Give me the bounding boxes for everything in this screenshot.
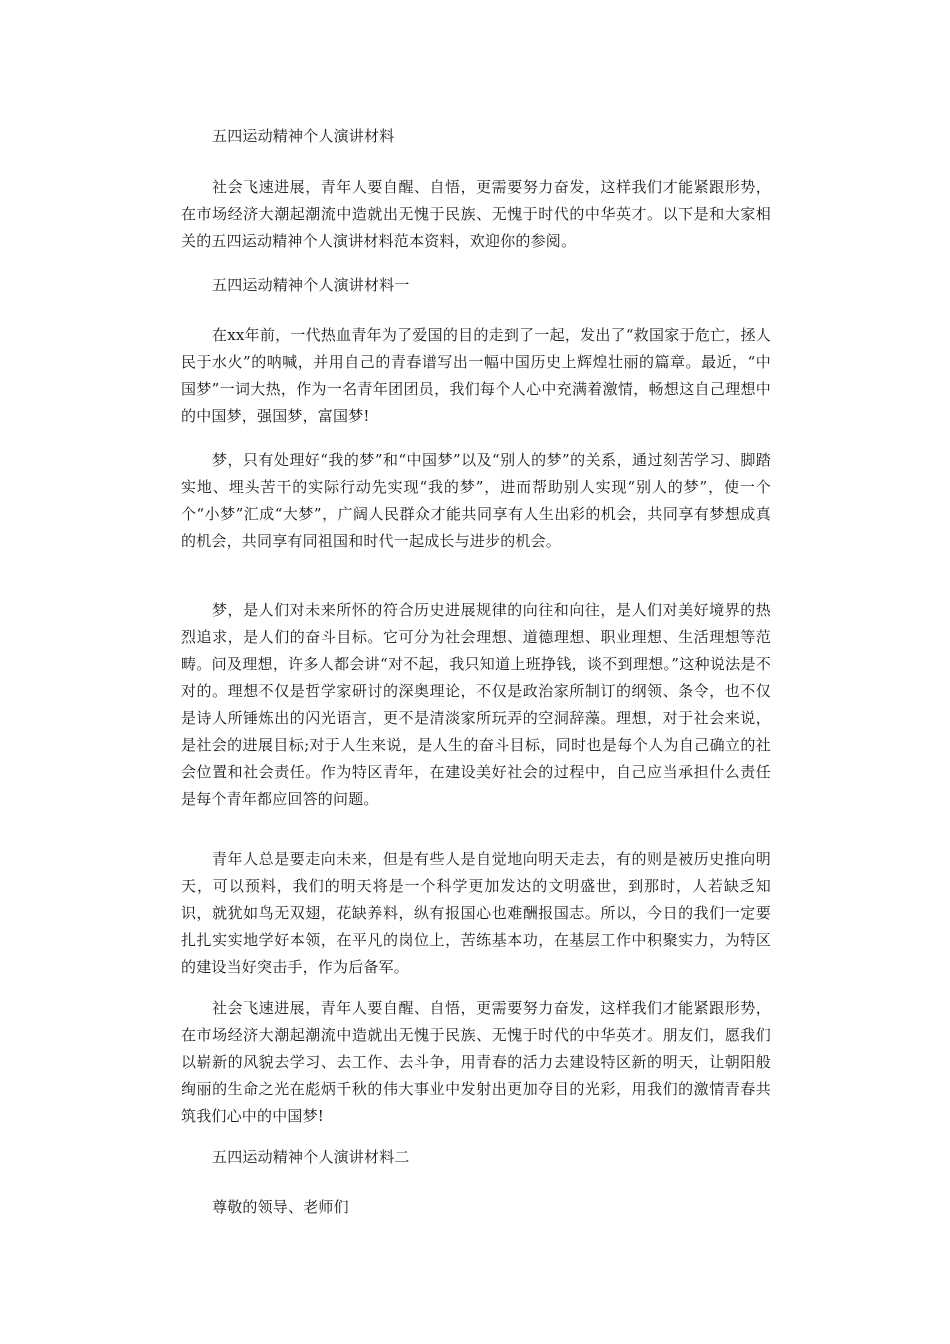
section1-paragraph-1: 在xx年前，一代热血青年为了爱国的目的走到了一起，发出了“救国家于危亡，拯人民于水火”的呐喊，并用自己的青春谱写出一幅中国历史上辉煌壮丽的篇章。最近，“中国梦”一词大热，作为一名青年团团员，我们每个人心中充满着激情，畅想这自己理想中的中国梦，强国梦，富国梦! (181, 326, 771, 425)
section1-paragraph-5: 社会飞速进展，青年人要自醒、自悟，更需要努力奋发，这样我们才能紧跟形势，在市场经济大潮起潮流中造就出无愧于民族、无愧于时代的中华英才。朋友们，愿我们以崭新的风貌去学习、去工作、去斗争，用青春的活力去建设特区新的明天，让朝阳般绚丽的生命之光在彪炳千秋的伟大事业中发射出更加夺目的光彩，用我们的激情青春共筑我们心中的中国梦! (181, 999, 771, 1125)
intro-paragraph: 社会飞速进展，青年人要自醒、自悟，更需要努力奋发，这样我们才能紧跟形势，在市场经济大潮起潮流中造就出无愧于民族、无愧于时代的中华英才。以下是和大家相关的五四运动精神个人演讲材料范本资料，欢迎你的参阅。 (181, 178, 771, 250)
section2-title: 五四运动精神个人演讲材料二 (212, 1148, 410, 1166)
section1-paragraph-4: 青年人总是要走向未来，但是有些人是自觉地向明天走去，有的则是被历史推向明天，可以预料，我们的明天将是一个科学更加发达的文明盛世，到那时，人若缺乏知识，就犹如鸟无双翅，花缺养料，纵有报国心也难酬报国志。所以，今日的我们一定要扎扎实实地学好本领，在平凡的岗位上，苦练基本功，在基层工作中积聚实力，为特区的建设当好突击手，作为后备军。 (181, 850, 771, 976)
section1-title: 五四运动精神个人演讲材料一 (212, 276, 410, 294)
document-title: 五四运动精神个人演讲材料 (212, 127, 395, 145)
section2-greeting: 尊敬的领导、老师们 (212, 1198, 349, 1216)
section1-paragraph-2: 梦，只有处理好“我的梦”和“中国梦”以及“别人的梦”的关系，通过刻苦学习、脚踏实地、埋头苦干的实际行动先实现“我的梦”，进而帮助别人实现“别人的梦”，使一个个“小梦”汇成“大梦”，广阔人民群众才能共同享有人生出彩的机会，共同享有梦想成真的机会，共同享有同祖国和时代一起成长与进步的机会。 (181, 451, 771, 550)
section1-paragraph-3: 梦，是人们对未来所怀的符合历史进展规律的向往和向往，是人们对美好境界的热烈追求，是人们的奋斗目标。它可分为社会理想、道德理想、职业理想、生活理想等范畴。问及理想，许多人都会讲“对不起，我只知道上班挣钱，谈不到理想。”这种说法是不对的。理想不仅是哲学家研讨的深奥理论，不仅是政治家所制订的纲领、条令，也不仅是诗人所锤炼出的闪光语言，更不是清淡家所玩弄的空洞辞藻。理想，对于社会来说，是社会的进展目标;对于人生来说，是人生的奋斗目标，同时也是每个人为自己确立的社会位置和社会责任。作为特区青年，在建设美好社会的过程中，自己应当承担什么责任是每个青年都应回答的问题。 (181, 601, 771, 808)
